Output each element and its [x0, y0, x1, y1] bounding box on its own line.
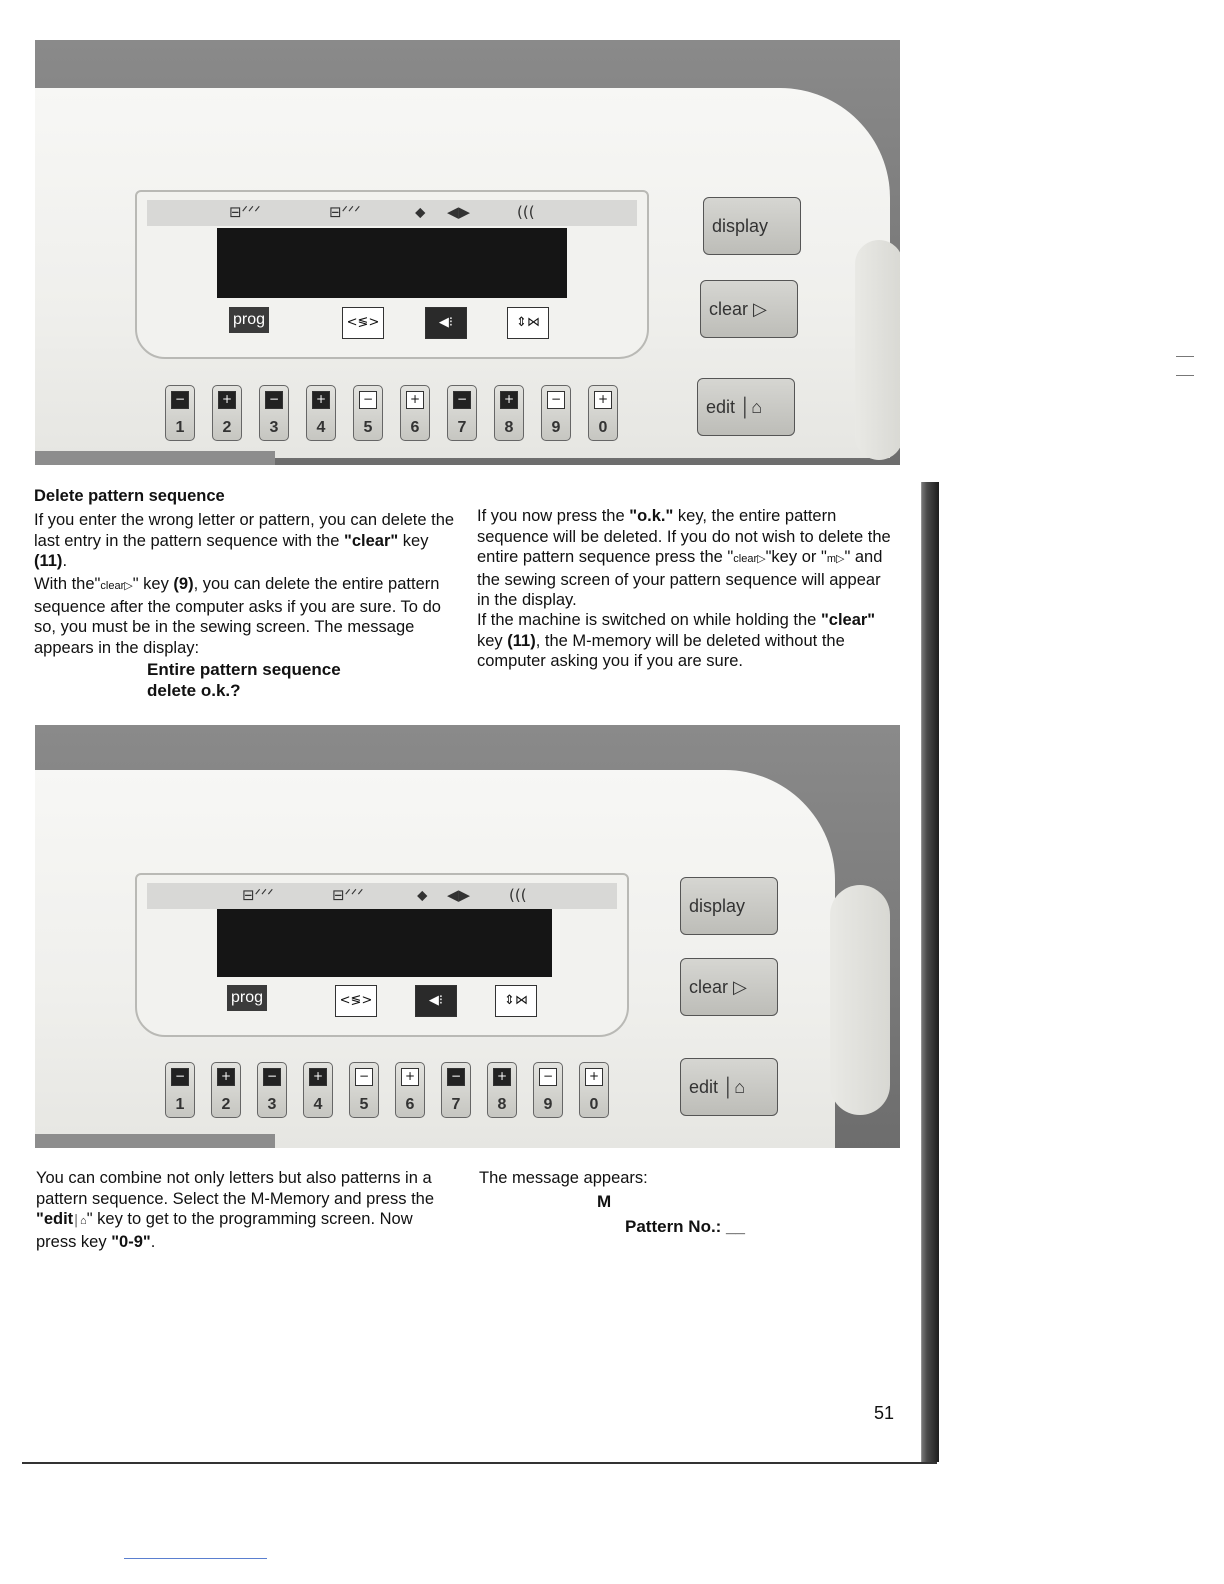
left-paragraph-1: If you enter the wrong letter or pattern, you can delete the last entry in the pattern sequence with the "clear" key (11). — [34, 511, 455, 570]
key-icon: − — [359, 391, 377, 409]
stitch-length-icon[interactable]: ⇕⋈ — [495, 985, 537, 1017]
lcd-panel — [135, 190, 649, 359]
edit-label: edit — [706, 397, 736, 417]
prog-button[interactable]: prog — [227, 985, 267, 1011]
direction-symbol: ◀▶ — [447, 886, 471, 904]
clear-label: clear — [709, 299, 749, 319]
number-key-2[interactable]: + 2 — [211, 1062, 241, 1118]
right-paragraph-1: If you now press the "o.k." key, the entire pattern sequence will be deleted. If you do not wish to delete the entire pattern sequence press the "clear▷"key or "m▷" and the sewing screen of your pattern sequence will appear in the display. — [477, 507, 891, 609]
number-key-5[interactable]: − 5 — [353, 385, 383, 441]
lcd-symbol-row — [147, 883, 617, 909]
edit-label: edit — [689, 1077, 719, 1097]
key-icon: + — [406, 391, 424, 409]
display-button[interactable]: display — [703, 197, 801, 255]
number-key-6[interactable]: + 6 — [395, 1062, 425, 1118]
sewing-machine-panel-photo-bottom — [35, 725, 900, 1148]
number-key-4[interactable]: + 4 — [306, 385, 336, 441]
number-key-0[interactable]: + 0 — [579, 1062, 609, 1118]
stitch-length-icon[interactable]: ⇕⋈ — [507, 307, 549, 339]
key-icon: − — [355, 1068, 373, 1086]
pattern-symbol-2: ⊟ᐟᐟᐟ — [332, 886, 364, 904]
edit-button[interactable] — [680, 1058, 778, 1116]
key-icon: + — [585, 1068, 603, 1086]
clear-key-symbol: clear▷ — [100, 580, 133, 592]
direction-symbol: ◀▶ — [447, 203, 471, 221]
edit-button[interactable] — [697, 378, 795, 436]
page-binding-edge — [919, 482, 939, 1462]
number-key-5[interactable]: − 5 — [349, 1062, 379, 1118]
message-line-m: M — [597, 1192, 612, 1211]
key-icon: + — [594, 391, 612, 409]
key-icon: − — [171, 391, 189, 409]
display-message-line-1: Entire pattern sequence — [147, 660, 341, 679]
clear-label: clear — [689, 977, 729, 997]
right-paragraph-2: If the machine is switched on while holding the "clear" key (11), the M-memory will be deleted without the computer asking you if you are sure. — [477, 611, 876, 670]
prog-button[interactable]: prog — [229, 307, 269, 333]
speed-symbol: ((( — [517, 203, 535, 221]
lcd-panel — [135, 873, 629, 1037]
key-icon: − — [263, 1068, 281, 1086]
number-key-0[interactable]: + 0 — [588, 385, 618, 441]
m-key-symbol: m▷ — [826, 553, 845, 565]
sewing-machine-icon: │⌂ — [73, 1215, 87, 1227]
pattern-symbol-1: ⊟ᐟᐟᐟ — [229, 203, 261, 221]
clear-key-symbol: clear▷ — [733, 553, 766, 565]
key-icon: + — [218, 391, 236, 409]
key-icon: − — [453, 391, 471, 409]
lcd-display — [217, 228, 567, 298]
key-icon: − — [171, 1068, 189, 1086]
needle-position-symbol: ⬥ — [417, 886, 428, 904]
key-icon: + — [309, 1068, 327, 1086]
sewing-machine-panel-photo-top — [35, 40, 900, 465]
speed-symbol: ((( — [509, 886, 527, 904]
key-icon: − — [547, 391, 565, 409]
page-bottom-rule — [22, 1462, 937, 1464]
number-key-1[interactable]: − 1 — [165, 385, 195, 441]
key-icon: − — [539, 1068, 557, 1086]
key-icon: + — [493, 1068, 511, 1086]
lcd-symbol-row — [147, 200, 637, 226]
sewing-machine-icon: │⌂ — [740, 397, 763, 417]
mirror-icon[interactable]: ◀⁝ — [425, 307, 467, 339]
left-paragraph-3: You can combine not only letters but also patterns in a pattern sequence. Select the M-Memory and press the "edit│⌂" key to get to the programming screen. Now press key "0-9". — [36, 1169, 435, 1251]
handwheel — [855, 240, 900, 460]
number-key-1[interactable]: − 1 — [165, 1062, 195, 1118]
needle-position-symbol: ⬥ — [415, 203, 426, 221]
number-key-8[interactable]: + 8 — [487, 1062, 517, 1118]
stitch-width-icon[interactable]: <≶> — [335, 985, 377, 1017]
number-key-9[interactable]: − 9 — [541, 385, 571, 441]
key-icon: + — [401, 1068, 419, 1086]
clear-button[interactable] — [680, 958, 778, 1016]
key-icon: − — [265, 391, 283, 409]
sewing-machine-icon: │⌂ — [723, 1077, 746, 1097]
stitch-width-icon[interactable]: <≶> — [342, 307, 384, 339]
message-line-pattern-no: Pattern No.: __ — [625, 1217, 745, 1236]
clear-button[interactable] — [700, 280, 798, 338]
number-key-4[interactable]: + 4 — [303, 1062, 333, 1118]
key-icon: + — [217, 1068, 235, 1086]
pattern-symbol-2: ⊟ᐟᐟᐟ — [329, 203, 361, 221]
section-heading: Delete pattern sequence — [34, 487, 225, 505]
display-message-line-2: delete o.k.? — [147, 681, 241, 700]
photo-edge — [35, 1134, 275, 1148]
number-key-7[interactable]: − 7 — [441, 1062, 471, 1118]
photo-edge — [35, 451, 275, 465]
key-icon: + — [500, 391, 518, 409]
clear-arrow-icon: ▷ — [733, 977, 747, 997]
number-key-9[interactable]: − 9 — [533, 1062, 563, 1118]
mirror-icon[interactable]: ◀⁝ — [415, 985, 457, 1017]
message-intro: The message appears: — [479, 1169, 648, 1187]
handwheel — [830, 885, 890, 1115]
edge-mark — [1176, 375, 1194, 376]
key-icon: − — [447, 1068, 465, 1086]
display-button[interactable]: display — [680, 877, 778, 935]
underline-mark — [124, 1558, 267, 1559]
edge-mark — [1176, 356, 1194, 357]
key-icon: + — [312, 391, 330, 409]
clear-arrow-icon: ▷ — [753, 299, 767, 319]
pattern-symbol-1: ⊟ᐟᐟᐟ — [242, 886, 274, 904]
lcd-display — [217, 909, 552, 977]
number-key-6[interactable]: + 6 — [400, 385, 430, 441]
number-key-3[interactable]: − 3 — [259, 385, 289, 441]
page-number: 51 — [874, 1403, 895, 1423]
number-key-2[interactable]: + 2 — [212, 385, 242, 441]
number-key-7[interactable]: − 7 — [447, 385, 477, 441]
left-paragraph-2: With the"clear▷" key (9), you can delete the entire pattern sequence after the computer asks if you are sure. To do so, you must be in the sewing screen. The message appears in the display: — [34, 575, 441, 657]
number-key-8[interactable]: + 8 — [494, 385, 524, 441]
number-key-3[interactable]: − 3 — [257, 1062, 287, 1118]
